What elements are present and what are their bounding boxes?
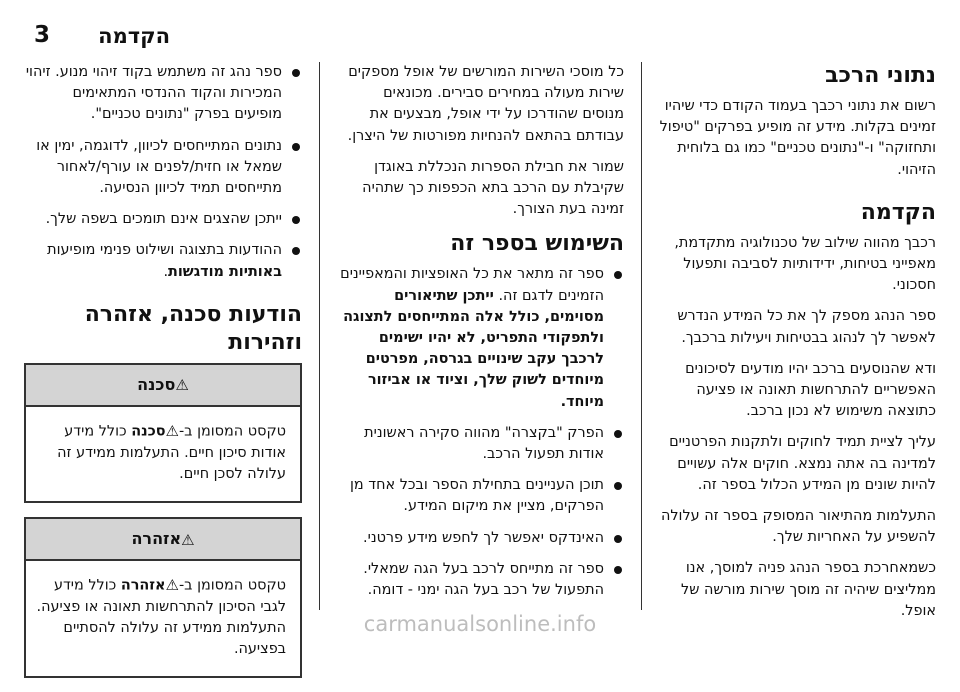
paragraph: רשום את נתוני רכבך בעמוד הקודם כדי שיהיו זמינים בקלות. מידע זה מופיע בפרקים "טיפול ותחזוקה" ו-"נתונים טכניים" כמו גם בלוחית הזיהוי. (659, 98, 936, 178)
danger-notice-title: ⚠סכנה (26, 365, 300, 407)
paragraph: עליך לציית תמיד לחוקים ולתקנות הפרטניים למדינה בה אתה נמצא. חוקים אלה עשויים להיות שונים מן המידע הכלול בספר זה. (669, 434, 936, 493)
page-header (0, 18, 960, 58)
list-item: נתונים המתייחסים לכיוון, לדוגמה, ימין או שמאל או חזית/לפנים או עורף/לאחור מתייחסים תמיד לכיוון הנסיעה. (24, 136, 302, 200)
paragraph: רכבך מהווה שילוב של טכנולוגיה מתקדמת, מאפייני בטיחות, ידידותיות לסביבה ותפעול חסכוני. (674, 234, 936, 294)
bullet-list (24, 62, 302, 283)
using-manual-heading: השימוש בספר זה (450, 231, 624, 257)
paragraph: התעלמות מהתיאור המסופק בספר זה עלולה להשפיע על האחריות שלך. (660, 508, 936, 546)
introduction-heading: הקדמה (860, 199, 936, 225)
paragraph: שמור את חבילת הספרות הנכללת באוגדן שקיבלת עם הרכב בתא הכפפות כך שתהיה זמינה בעת הצורך. (362, 158, 624, 218)
list-item: ספר זה מתייחס לרכב בעל הגה שמאלי. התפעול של רכב בעל הגה ימני - דומה. (338, 559, 624, 601)
warning-triangle-icon: ⚠ (165, 421, 179, 440)
list-item: תוכן העניינים בתחילת הספר ובכל אחד מן הפרקים, מציין את מיקום המידע. (338, 475, 624, 517)
list-item: האינדקס יאפשר לך לחפש מידע פרטני. (338, 528, 624, 549)
list-item: ייתכן שהצגים אינם תומכים בשפה שלך. (24, 209, 302, 230)
warning-triangle-icon: ⚠ (181, 530, 195, 549)
list-item: ספר זה מתאר את כל האופציות והמאפיינים הזמינים לדגם זה. ייתכן שתיאורים מסוימים, כולל אלה המתייחסים לתצוגה ולתפקודי התפריט, לא יהיו ישימים לרכבך עקב שינויים בגרסה, מפרטים מיוחדים לשוק שלך, וציוד או אביזור מיוחד. (338, 264, 624, 412)
column-right (658, 62, 936, 632)
column-divider (319, 62, 320, 610)
warning-notice (24, 517, 302, 678)
danger-notice (24, 363, 302, 503)
paragraph: ספר הנהג מספק לך את כל המידע הנדרש לאפשר לך לנהוג בבטיחות ויעילות ברכבך. (677, 308, 936, 346)
warning-notice-title: ⚠אזהרה (26, 519, 300, 561)
vehicle-data-heading: נתוני הרכב (825, 63, 936, 88)
list-item: ספר נהג זה משתמש בקוד זיהוי מנוע. זיהוי המכירות והקוד ההנדסי המתאימים מופיעים בפרק "נתונים טכניים". (24, 62, 302, 126)
column-divider (641, 62, 642, 610)
danger-notice-text: טקסט המסומן ב-⚠סכנה כולל מידע אודות סיכון חיים. התעלמות ממידע זה עלולה לסכן חיים. (57, 421, 286, 482)
column-left (24, 62, 302, 692)
paragraph: כשמאחרכת בספר הנהג פניה למוסך, אנו ממליצים שיהיה זה מוסך שירות מורשה של אופל. (681, 560, 936, 619)
page-title: הקדמה (98, 24, 170, 48)
page-number: 3 (34, 22, 51, 48)
watermark: carmanualsonline.info (363, 612, 597, 636)
warning-notice-text: טקסט המסומן ב-⚠אזהרה כולל מידע לגבי הסיכון להתרחשות תאונה או פציעה. התעלמות ממידע זה עלולה להסתיים בפציעה. (36, 576, 286, 658)
warning-triangle-icon: ⚠ (175, 376, 189, 395)
notices-heading: הודעות סכנה, אזהרה וזהירות (84, 301, 302, 355)
paragraph: כל מוסכי השירות המורשים של אופל מספקים שירות מעולה במחירים סבירים. מכונאים מנוסים שהודרכו על ידי אופל, מבצעים את עבודתם בהתאם להנחיות מפורטות של היצרן. (347, 64, 624, 144)
list-item: ההודעות בתצוגה ושילוט פנימי מופיעות באותיות מודגשות. (24, 240, 302, 282)
bullet-list (338, 264, 624, 601)
paragraph: ודא שהנוסעים ברכב יהיו מודעים לסיכונים האפשריים להתרחשות תאונה או פציעה כתוצאה משימוש לא נכון ברכב. (685, 360, 936, 420)
list-item: הפרק "בקצרה" מהווה סקירה ראשונית אודות תפעול הרכב. (338, 423, 624, 465)
column-middle (338, 62, 624, 611)
warning-triangle-icon: ⚠ (165, 576, 179, 595)
